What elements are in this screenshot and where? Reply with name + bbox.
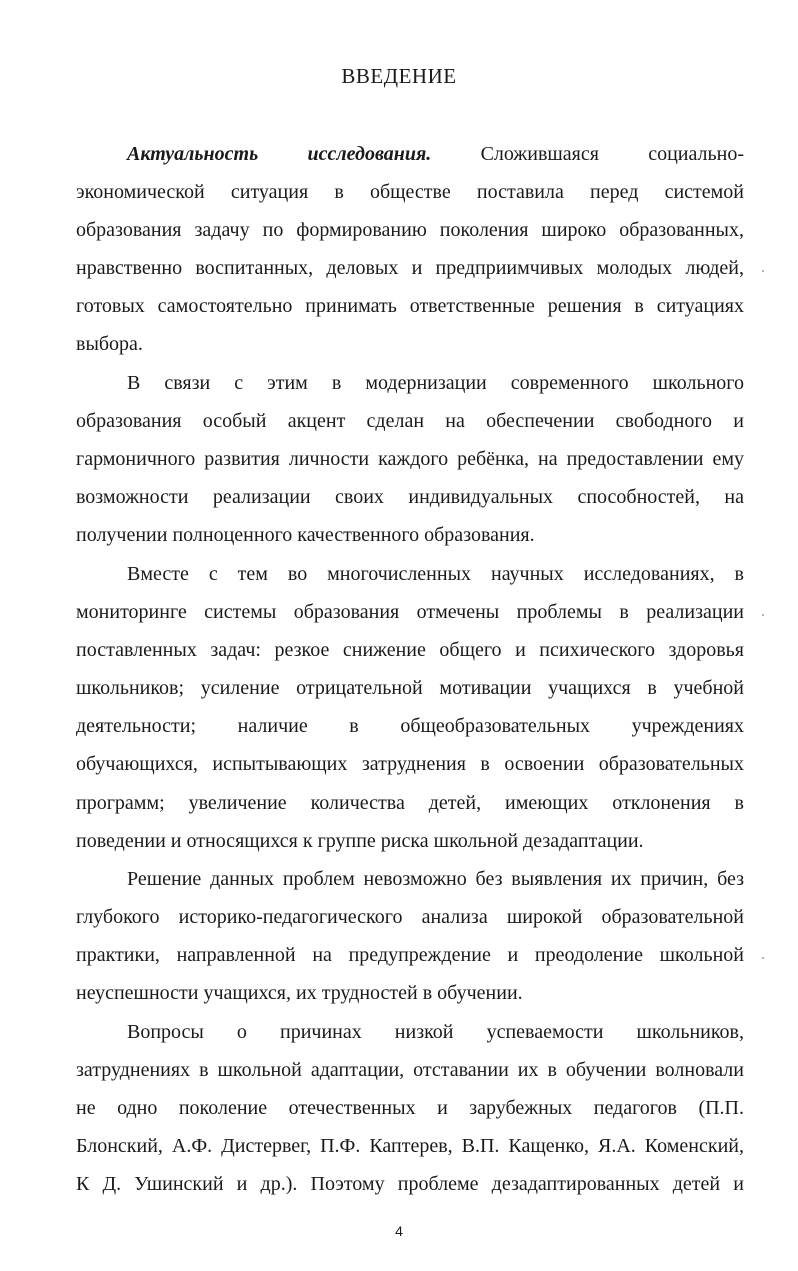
paragraph-5-line-1: Вопросы о причинах низкой успеваемости школьников, — [127, 1021, 744, 1043]
paragraph-3-line-4: школьников; усиление отрицательной мотивации учащихся в учебной — [76, 677, 744, 699]
paragraph-3-line-3: поставленных задач: резкое снижение общего и психического здоровья — [76, 639, 744, 661]
paragraph-5-line-5: К Д. Ушинский и др.). Поэтому проблеме дезадаптированных детей и — [76, 1173, 744, 1195]
paragraph-3-line-2: мониторинге системы образования отмечены проблемы в реализации — [76, 601, 744, 623]
paragraph-3-line-8: поведении и относящихся к группе риска школьной дезадаптации. — [76, 830, 644, 852]
paragraph-2-line-1: В связи с этим в модернизации современного школьного — [127, 372, 744, 394]
paragraph-3-line-1: Вместе с тем во многочисленных научных исследованиях, в — [127, 563, 744, 585]
paragraph-2-line-2: образования особый акцент сделан на обеспечении свободного и — [76, 410, 744, 432]
paragraph-1-line-1-rest: Сложившаяся социально- — [480, 143, 745, 165]
paragraph-3-line-5: деятельности; наличие в общеобразовательных учреждениях — [76, 715, 744, 737]
paragraph-4-line-1: Решение данных проблем невозможно без выявления их причин, без — [127, 868, 744, 890]
paragraph-3-line-7: программ; увеличение количества детей, имеющих отклонения в — [76, 792, 744, 814]
paragraph-5-line-3: не одно поколение отечественных и зарубежных педагогов (П.П. — [76, 1097, 744, 1119]
emphasis-heading: Актуальность исследования. — [127, 143, 432, 165]
paragraph-2-line-3: гармоничного развития личности каждого ребёнка, на предоставлении ему — [76, 448, 744, 470]
paragraph-1-line-1 — [127, 140, 744, 168]
paragraph-5-line-4: Блонский, А.Ф. Дистервег, П.Ф. Каптерев, В.П. Кащенко, Я.А. Коменский, — [76, 1135, 744, 1157]
paragraph-1-line-3: образования задачу по формированию поколения широко образованных, — [76, 219, 744, 241]
scan-speck — [762, 270, 764, 272]
paragraph-1-line-4: нравственно воспитанных, деловых и предприимчивых молодых людей, — [76, 257, 744, 279]
paragraph-3-line-6: обучающихся, испытывающих затруднения в освоении образовательных — [76, 753, 744, 775]
paragraph-5-line-2: затруднениях в школьной адаптации, отставании их в обучении волновали — [76, 1059, 744, 1081]
page-title: ВВЕДЕНИЕ — [341, 64, 457, 88]
paragraph-1-line-5: готовых самостоятельно принимать ответственные решения в ситуациях — [76, 295, 744, 317]
paragraph-1-line-6: выбора. — [76, 333, 143, 355]
paragraph-2-line-5: получении полноценного качественного образования. — [76, 524, 535, 546]
paragraph-4-line-3: практики, направленной на предупреждение и преодоление школьной — [76, 944, 744, 966]
scan-speck — [762, 614, 764, 616]
page-number: 4 — [395, 1223, 403, 1239]
scan-speck — [762, 957, 764, 959]
paragraph-1-line-2: экономической ситуация в обществе поставила перед системой — [76, 181, 744, 203]
paragraph-4-line-4: неуспешности учащихся, их трудностей в обучении. — [76, 982, 523, 1004]
paragraph-2-line-4: возможности реализации своих индивидуальных способностей, на — [76, 486, 744, 508]
paragraph-4-line-2: глубокого историко-педагогического анализа широкой образовательной — [76, 906, 744, 928]
